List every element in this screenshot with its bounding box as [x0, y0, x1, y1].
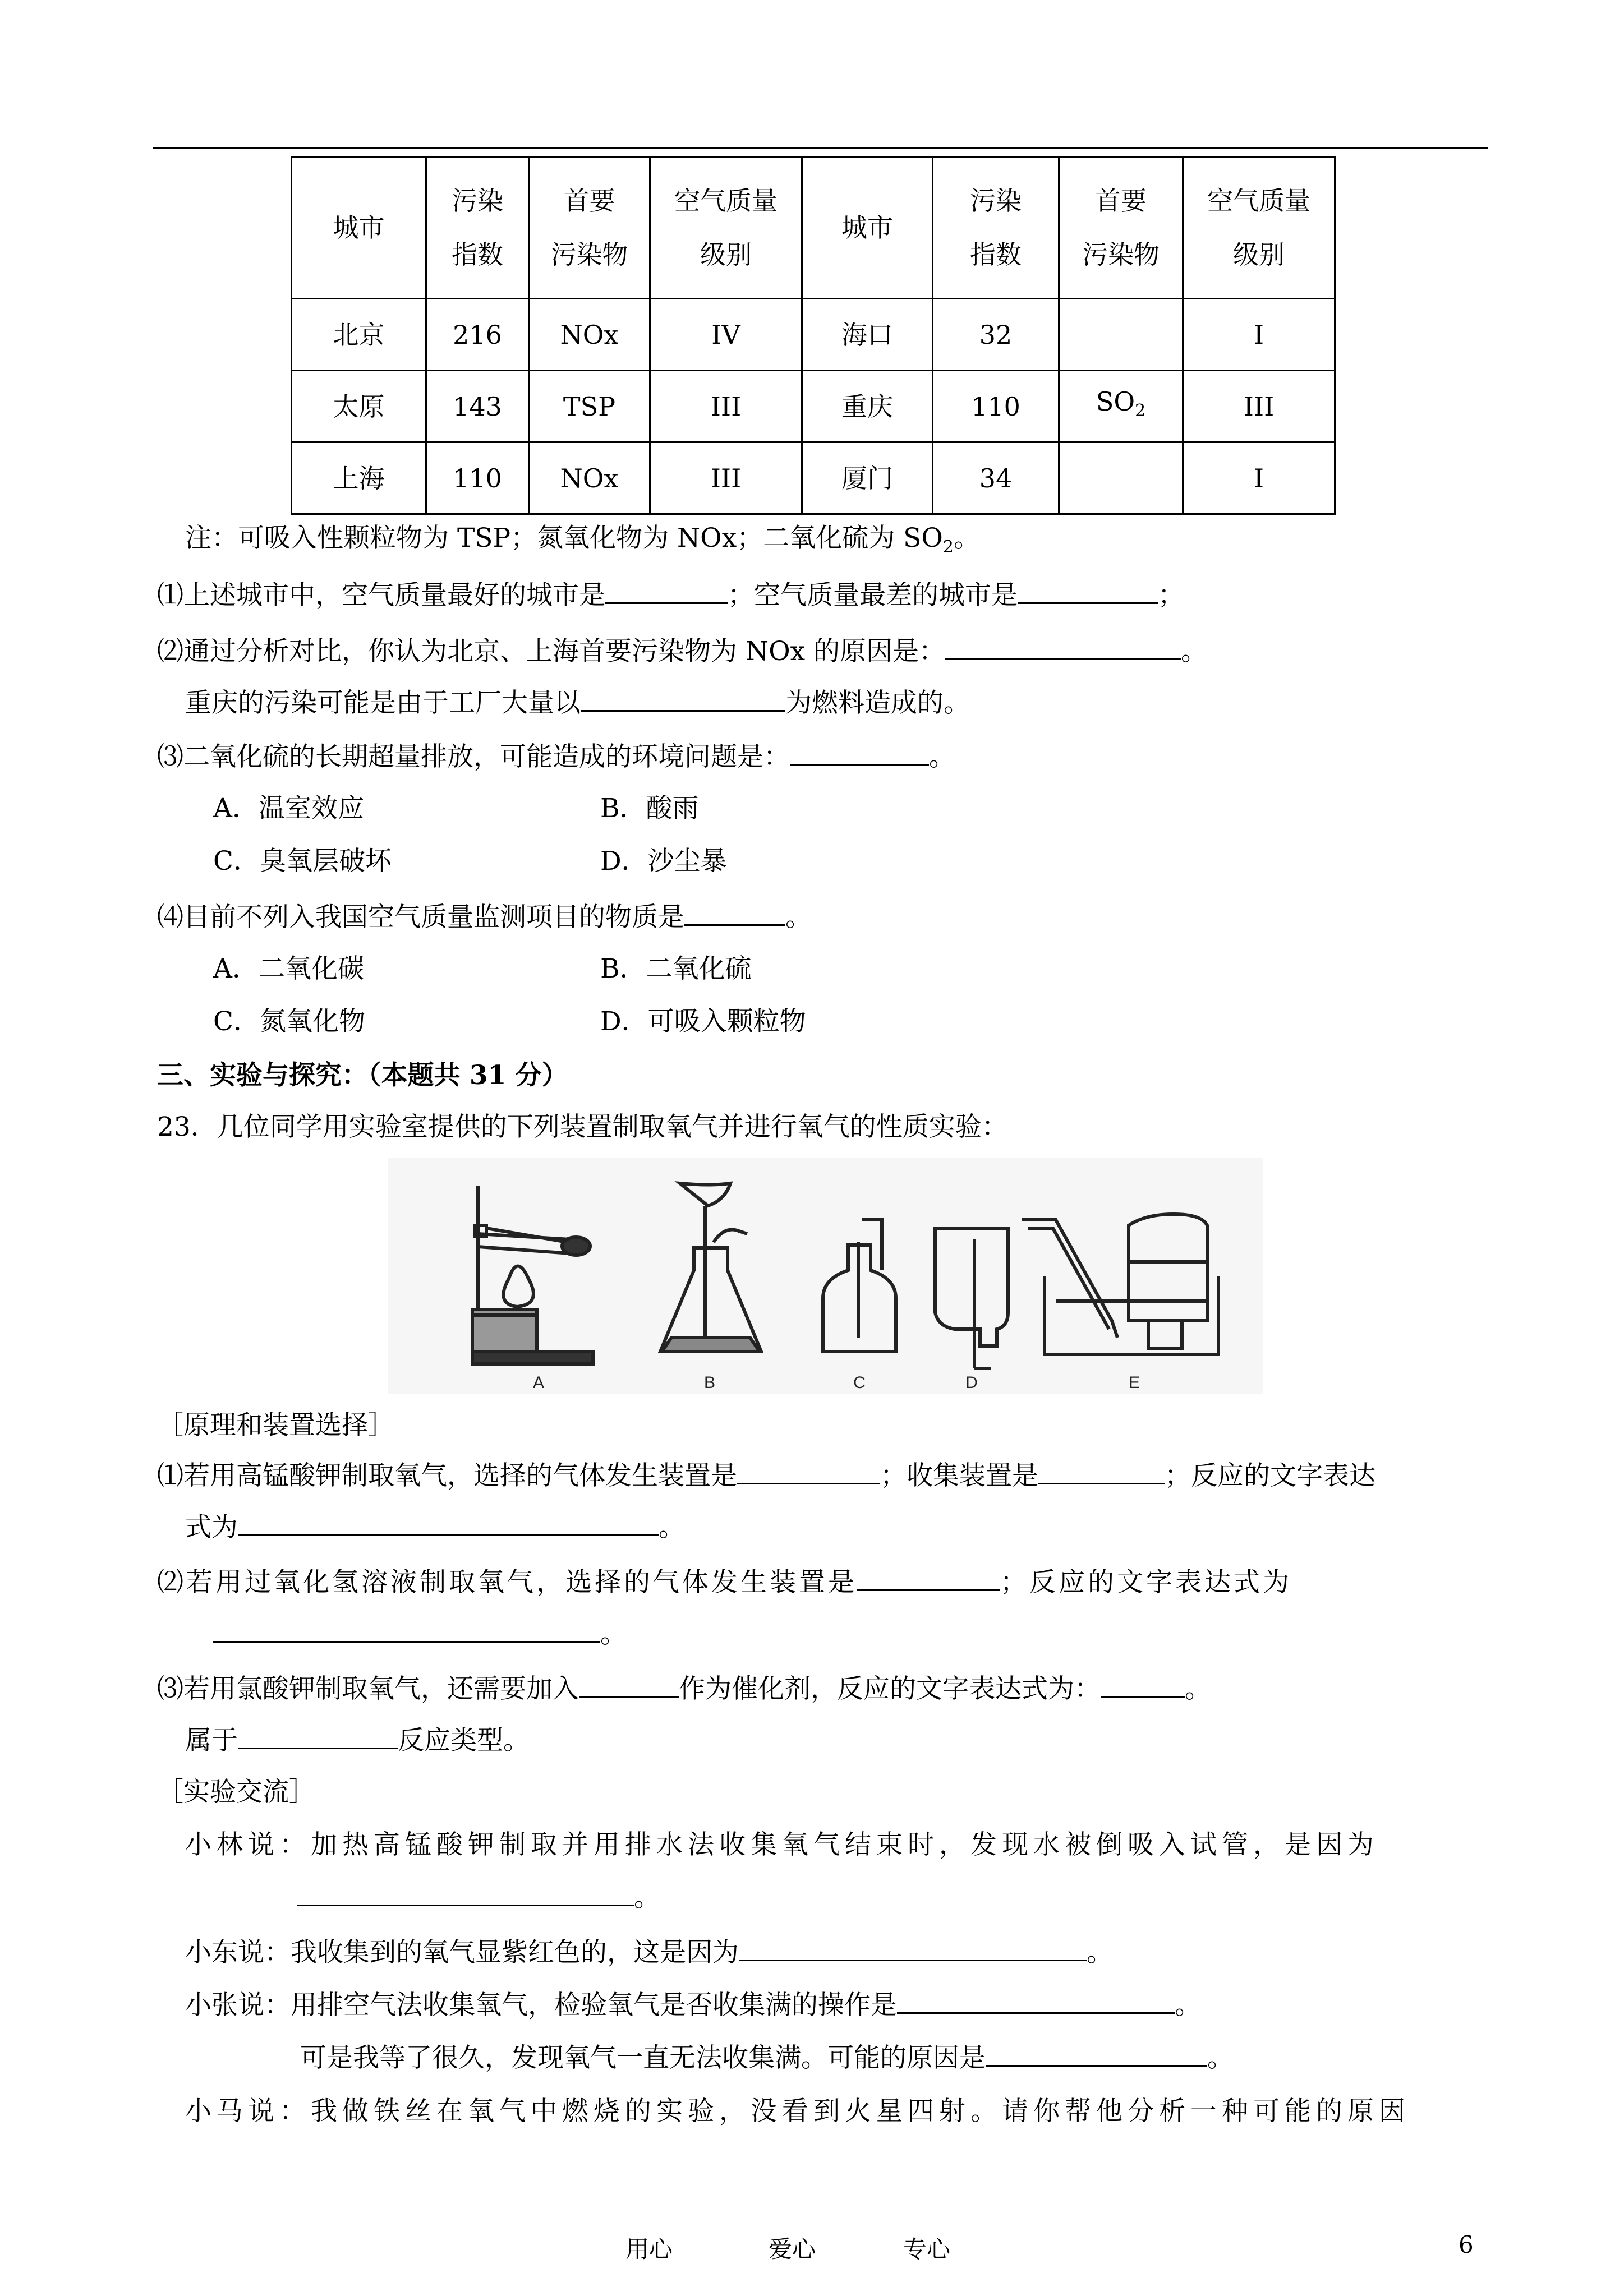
label-d: D	[965, 1373, 978, 1392]
option: D．可吸入颗粒物	[600, 1006, 806, 1037]
apparatus-e-icon	[1022, 1214, 1218, 1354]
footer-mid: 爱心	[769, 2235, 816, 2263]
option: D．沙尘暴	[600, 846, 727, 877]
apparatus-c-icon	[823, 1220, 896, 1352]
answer-blank[interactable]	[737, 1458, 880, 1484]
question-3: ⑶二氧化硫的长期超量排放，可能造成的环境问题是： 。	[157, 739, 955, 774]
answer-blank[interactable]	[297, 1880, 634, 1906]
table-row	[292, 299, 1335, 371]
header-level-2: 空气质量 级别	[1183, 157, 1335, 299]
footer-left: 用心	[625, 2235, 673, 2263]
cell-level-2: III	[1183, 371, 1335, 442]
answer-blank[interactable]	[581, 685, 785, 712]
zhang-statement: 小张说：用排空气法收集氧气，检验氧气是否收集满的操作是 。	[185, 1988, 1201, 2022]
answer-blank[interactable]	[684, 900, 785, 926]
cell-index: 110	[426, 442, 529, 514]
cell-index: 143	[426, 371, 529, 442]
option: C．氮氧化物	[213, 1006, 365, 1037]
answer-blank[interactable]	[1101, 1671, 1185, 1698]
cell-index-2: 34	[933, 442, 1059, 514]
cell-city-2: 厦门	[802, 442, 933, 514]
answer-blank[interactable]	[790, 739, 929, 766]
cell-city: 太原	[292, 371, 426, 442]
cell-pollutant: TSP	[529, 371, 650, 442]
header-index-2: 污染 指数	[933, 157, 1059, 299]
answer-blank[interactable]	[213, 1616, 600, 1643]
option: B．酸雨	[600, 793, 699, 824]
cell-pollutant-2	[1059, 299, 1183, 371]
apparatus-d-icon	[935, 1228, 1008, 1368]
header-level: 空气质量 级别	[650, 157, 802, 299]
dong-statement: 小东说：我收集到的氧气显紫红色的，这是因为 。	[185, 1935, 1113, 1970]
option: A．二氧化碳	[213, 953, 364, 984]
label-b: B	[703, 1373, 716, 1392]
principle-1: ⑴若用高锰酸钾制取氧气，选择的气体发生装置是 ；收集装置是 ；反应的文字表达	[157, 1458, 1375, 1493]
table-note: 注：可吸入性颗粒物为 TSP；氮氧化物为 NOx；二氧化硫为 $SO_2$。	[185, 523, 980, 557]
answer-blank[interactable]	[1018, 578, 1158, 604]
table-row	[292, 442, 1335, 514]
label-a: A	[532, 1373, 545, 1392]
principle-3: ⑶若用氯酸钾制取氧气，还需要加入 作为催化剂，反应的文字表达式为： 。	[157, 1671, 1211, 1706]
zhang-cont: 可是我等了很久，发现氧气一直无法收集满。可能的原因是 。	[300, 2040, 1234, 2075]
footer-right: 专心	[903, 2235, 951, 2263]
cell-pollutant-2: $SO_2$	[1059, 371, 1183, 442]
answer-blank[interactable]	[579, 1671, 679, 1698]
cell-city-2: 重庆	[802, 371, 933, 442]
air-quality-table	[291, 156, 1336, 515]
lin-statement: 小林说：加热高锰酸钾制取并用排水法收集氧气结束时，发现水被倒吸入试管，是因为	[185, 1829, 1379, 1860]
answer-blank[interactable]	[897, 1988, 1175, 2014]
cell-pollutant-2	[1059, 442, 1183, 514]
apparatus-b-icon	[660, 1183, 761, 1352]
principle-2: ⑵若用过氧化氢溶液制取氧气，选择的气体发生装置是 ；反应的文字表达式为	[157, 1565, 1292, 1599]
answer-blank[interactable]	[739, 1935, 1087, 1961]
principle-3-cont: 属于 反应类型。	[185, 1723, 530, 1758]
apparatus-drawing	[388, 1158, 1263, 1394]
cell-city: 北京	[292, 299, 426, 371]
table-row	[292, 371, 1335, 442]
header-pollutant: 首要 污染物	[529, 157, 650, 299]
label-c: C	[853, 1373, 866, 1392]
cell-pollutant: NOx	[529, 299, 650, 371]
principle-heading: ［原理和装置选择］	[157, 1410, 394, 1441]
header-pollutant-2: 首要 污染物	[1059, 157, 1183, 299]
answer-blank[interactable]	[238, 1723, 398, 1749]
question-2: ⑵通过分析对比，你认为北京、上海首要污染物为 NOx 的原因是： 。	[157, 634, 1207, 668]
cell-city: 上海	[292, 442, 426, 514]
answer-blank[interactable]	[986, 2040, 1207, 2067]
label-e: E	[1128, 1373, 1140, 1392]
page-number: 6	[1459, 2231, 1474, 2258]
cell-index-2: 32	[933, 299, 1059, 371]
principle-2-cont: 。	[213, 1616, 627, 1651]
exchange-heading: ［实验交流］	[157, 1777, 315, 1808]
option: A．温室效应	[213, 793, 364, 824]
question-2-cont: 重庆的污染可能是由于工厂大量以 为燃料造成的。	[185, 685, 970, 720]
cell-level-2: I	[1183, 299, 1335, 371]
answer-blank[interactable]	[238, 1510, 659, 1536]
apparatus-figure	[388, 1158, 1263, 1394]
question-4: ⑷目前不列入我国空气质量监测项目的物质是 。	[157, 900, 812, 934]
header-rule	[153, 147, 1488, 149]
cell-level: III	[650, 371, 802, 442]
answer-blank[interactable]	[1038, 1458, 1165, 1484]
answer-blank[interactable]	[945, 634, 1181, 660]
table-header-row	[292, 157, 1335, 299]
principle-1-cont: 式为 。	[185, 1510, 685, 1545]
question-1: ⑴上述城市中，空气质量最好的城市是 ；空气质量最差的城市是 ；	[157, 578, 1184, 612]
ma-statement: 小马说：我做铁丝在氧气中燃烧的实验，没看到火星四射。请你帮他分析一种可能的原因	[185, 2096, 1410, 2127]
cell-pollutant: NOx	[529, 442, 650, 514]
answer-blank[interactable]	[857, 1565, 1000, 1591]
cell-level: III	[650, 442, 802, 514]
cell-index: 216	[426, 299, 529, 371]
option: B．二氧化硫	[600, 953, 752, 984]
option: C．臭氧层破坏	[213, 846, 392, 877]
section-heading: 三、实验与探究：（本题共 31 分）	[157, 1060, 568, 1091]
header-city-2: 城市	[802, 157, 933, 299]
cell-level: IV	[650, 299, 802, 371]
question-23: 23．几位同学用实验室提供的下列装置制取氧气并进行氧气的性质实验：	[157, 1112, 1008, 1142]
cell-level-2: I	[1183, 442, 1335, 514]
cell-index-2: 110	[933, 371, 1059, 442]
answer-blank[interactable]	[605, 578, 728, 604]
lin-cont: 。	[297, 1880, 660, 1915]
header-city: 城市	[292, 157, 426, 299]
header-index: 污染 指数	[426, 157, 529, 299]
apparatus-a-icon	[472, 1186, 593, 1364]
cell-city-2: 海口	[802, 299, 933, 371]
